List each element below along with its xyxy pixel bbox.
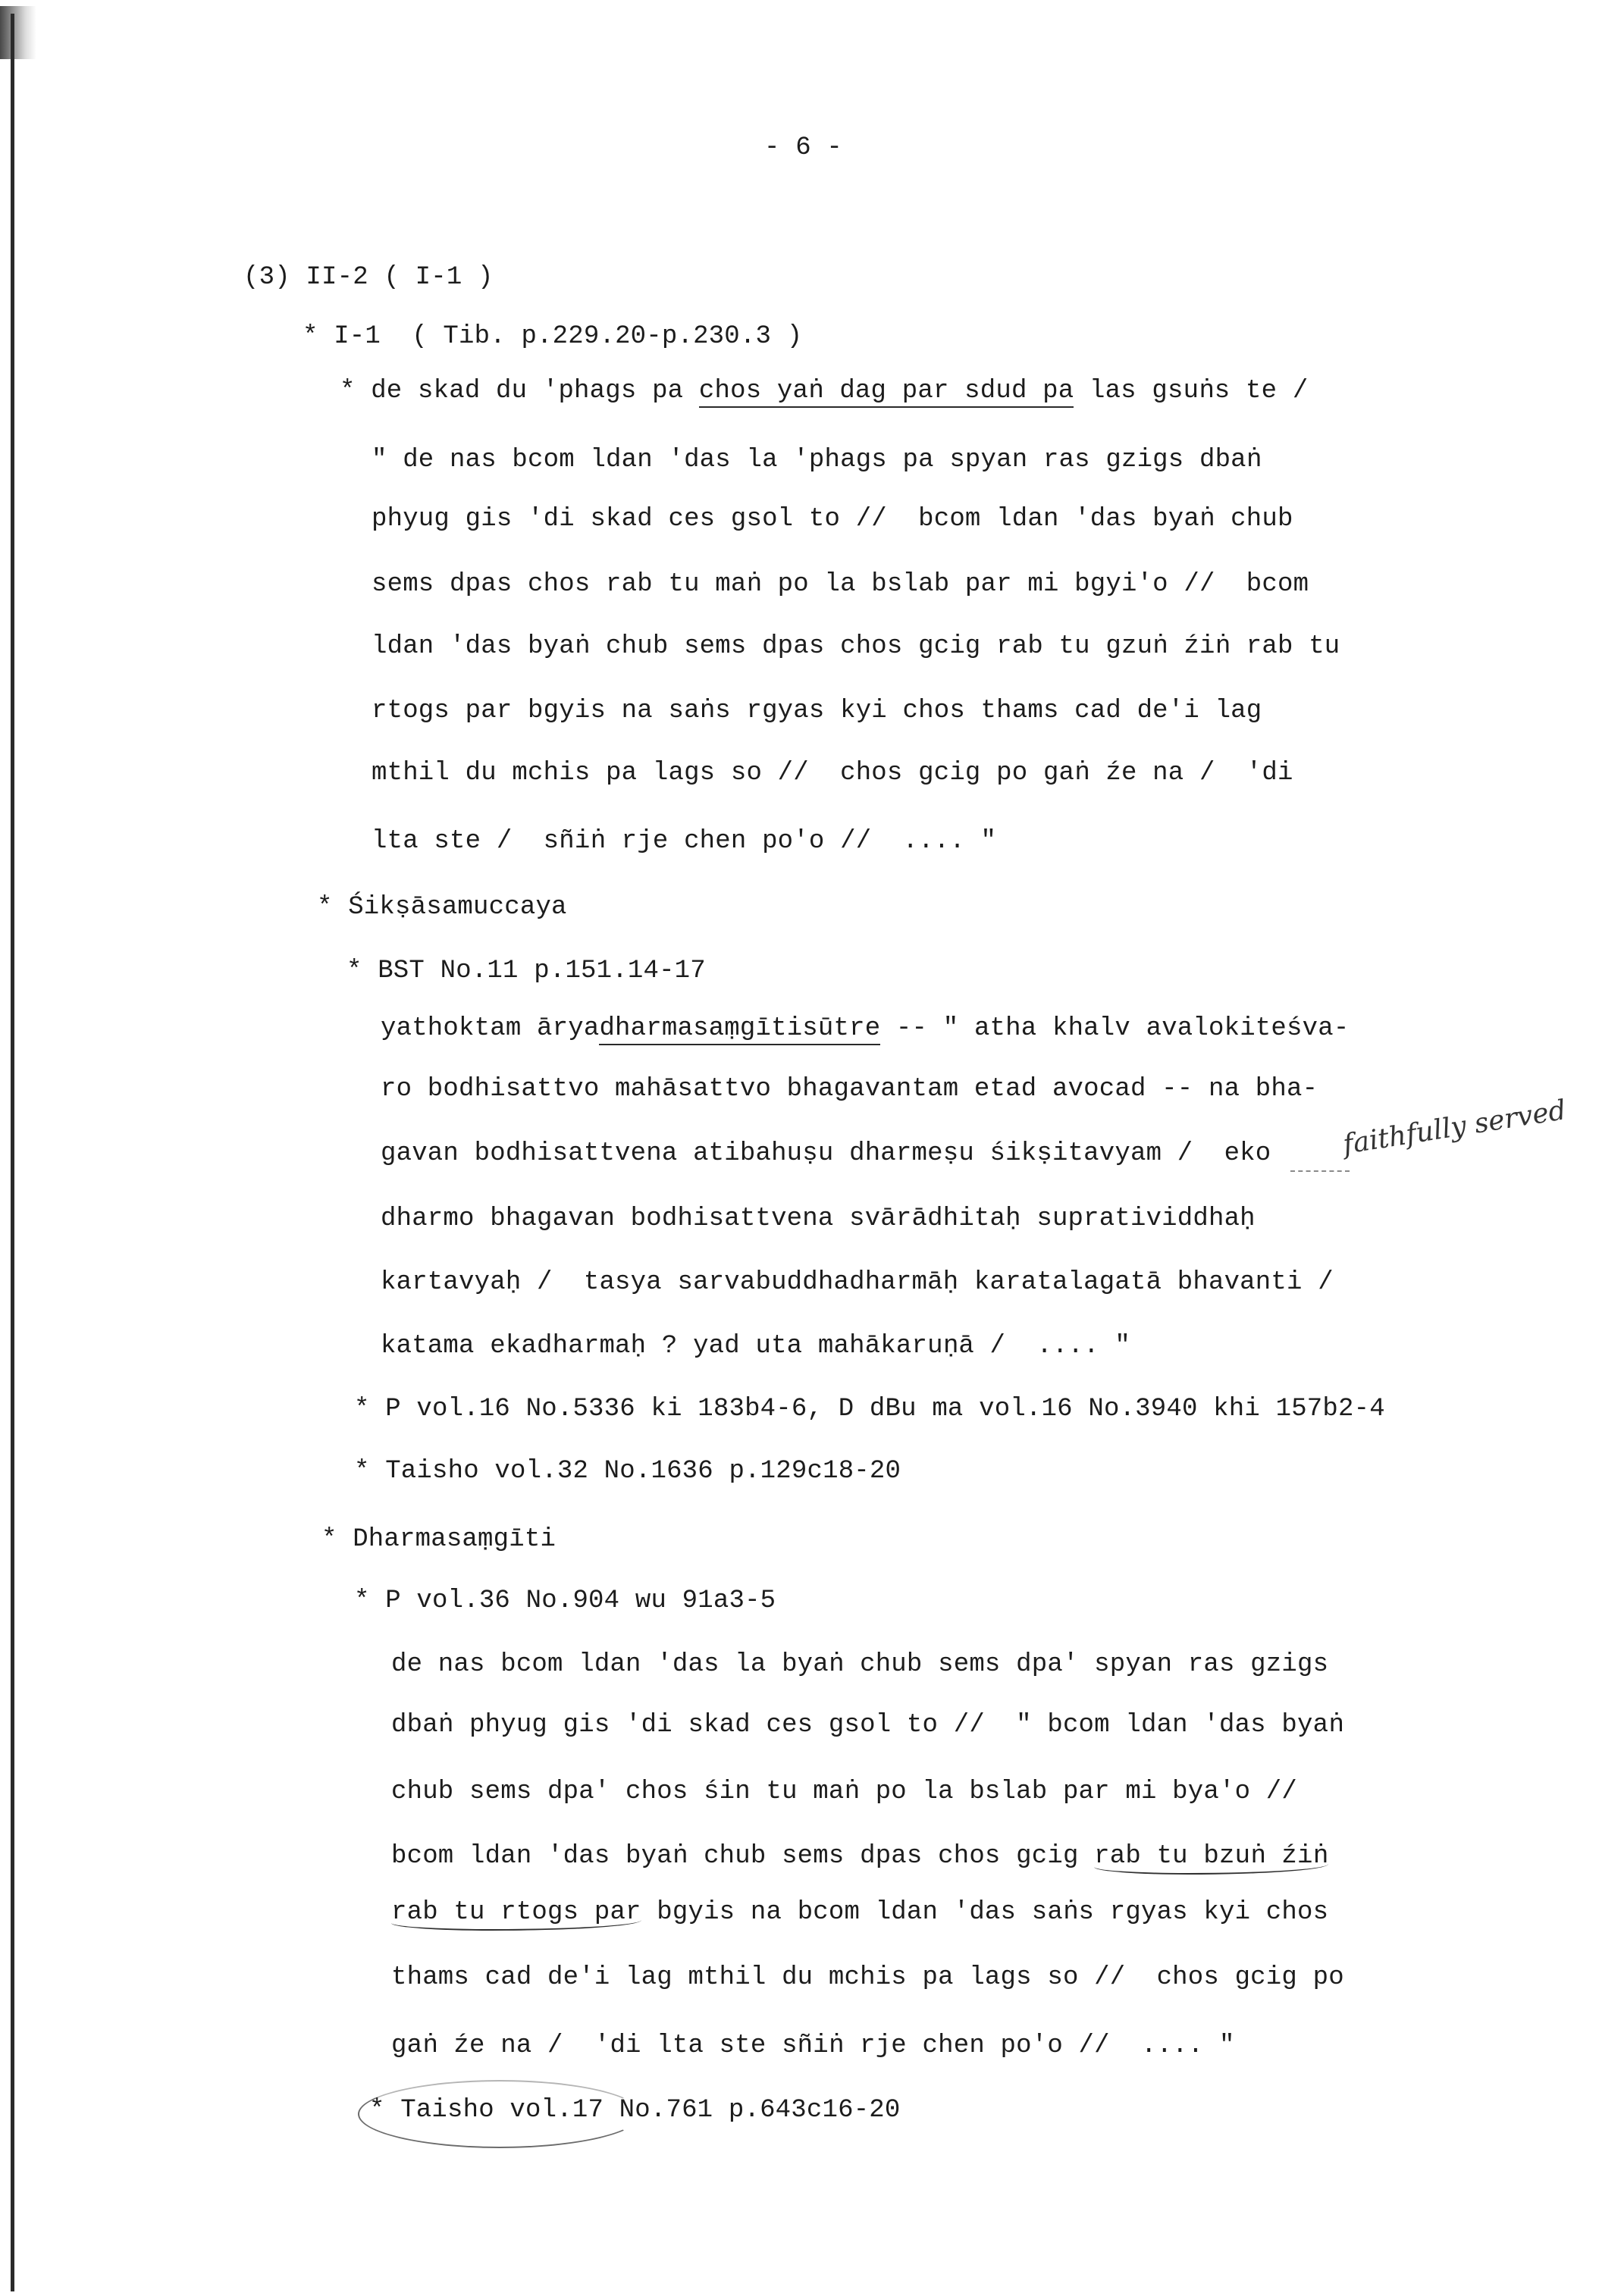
sanskrit-text-line: dharmo bhagavan bodhisattvena svārādhitaḥ supratividdhaḥ	[381, 1204, 1256, 1233]
dharmasamgiti-text-line: dbaṅ phyug gis 'di skad ces gsol to // " bcom ldan 'das byaṅ	[391, 1711, 1344, 1740]
page-number: - 6 -	[764, 133, 843, 162]
siksasamuccaya-heading: * Śikṣāsamuccaya	[317, 893, 567, 922]
siksasamuccaya-reference: * BST No.11 p.151.14-17	[346, 957, 706, 985]
handwritten-annotation: faithfully served	[1340, 1095, 1569, 1161]
annotation-connector-line	[1290, 1170, 1350, 1172]
dharmasamgiti-underlined-line	[391, 1840, 1328, 1873]
sanskrit-text-line: ro bodhisattvo mahāsattvo bhagavantam etad avocad -- na bha-	[381, 1075, 1318, 1104]
dharmasamgiti-heading: * Dharmasaṃgīti	[321, 1525, 556, 1554]
dharmasamgiti-text-line: gaṅ źe na / 'di lta ste sñiṅ rje chen po'o // .... "	[391, 2031, 1235, 2060]
binding-edge-line	[11, 14, 14, 2291]
dharmasamgiti-text-line: chub sems dpa' chos śin tu maṅ po la bslab par mi bya'o //	[391, 1778, 1297, 1806]
sanskrit-first-post: -- " atha khalv avalokiteśva-	[880, 1014, 1350, 1043]
tibetan-text-line: sems dpas chos rab tu maṅ po la bslab par mi bgyi'o // bcom	[372, 570, 1309, 599]
tibetan-reference: * I-1 ( Tib. p.229.20-p.230.3 )	[303, 322, 803, 351]
underlined-sanskrit-title: dharmasaṃgītisūtre	[599, 1014, 880, 1045]
dharmasamgiti-line-post: bgyis na bcom ldan 'das saṅs rgyas kyi chos	[641, 1898, 1329, 1927]
dharmasamgiti-line-pre: bcom ldan 'das byaṅ chub sems dpas chos gcig	[391, 1842, 1095, 1871]
tibetan-text-line: lta ste / sñiṅ rje chen po'o // .... "	[372, 827, 997, 856]
binding-smudge	[0, 6, 36, 59]
sanskrit-first-pre: yathoktam ārya	[381, 1014, 600, 1043]
dharmasamgiti-text-line: thams cad de'i lag mthil du mchis pa lags so // chos gcig po	[391, 1963, 1344, 1992]
tibetan-text-line: ldan 'das byaṅ chub sems dpas chos gcig rab tu gzuṅ źiṅ rab tu	[372, 632, 1340, 661]
tibetan-text-line: phyug gis 'di skad ces gsol to // bcom ldan 'das byaṅ chub	[372, 505, 1293, 534]
pen-underlined-phrase: rab tu bzuṅ źiṅ	[1094, 1842, 1328, 1875]
sanskrit-text-line: kartavyaḥ / tasya sarvabuddhadharmāḥ karatalagatā bhavanti /	[381, 1268, 1334, 1297]
sanskrit-text-line: katama ekadharmaḥ ? yad uta mahākaruṇā / .... "	[381, 1332, 1130, 1361]
tibetan-text-line: " de nas bcom ldan 'das la 'phags pa spyan ras gzigs dbaṅ	[372, 446, 1262, 475]
sanskrit-text-line: gavan bodhisattvena atibahuṣu dharmeṣu śikṣitavyam / eko	[381, 1139, 1271, 1168]
tibetan-text-line: mthil du mchis pa lags so // chos gcig po gaṅ źe na / 'di	[372, 759, 1293, 788]
tibetan-intro-pre: * de skad du 'phags pa	[340, 377, 699, 406]
dharmasamgiti-continued-line	[391, 1896, 1328, 1929]
tibetan-intro-post: las gsuṅs te /	[1074, 377, 1309, 406]
section-heading: (3) II-2 ( I-1 )	[243, 263, 494, 292]
tibetan-intro-line	[340, 374, 1308, 408]
underlined-sutra-title: chos yaṅ dag par sdud pa	[699, 377, 1074, 408]
peking-derge-reference: * P vol.16 No.5336 ki 183b4-6, D dBu ma vol.16 No.3940 khi 157b2-4	[354, 1395, 1385, 1424]
taisho-reference: * Taisho vol.32 No.1636 p.129c18-20	[354, 1457, 901, 1486]
tibetan-text-line: rtogs par bgyis na saṅs rgyas kyi chos thams cad de'i lag	[372, 697, 1262, 725]
sanskrit-first-line	[381, 1012, 1349, 1045]
dharmasamgiti-text-line: de nas bcom ldan 'das la byaṅ chub sems dpa' spyan ras gzigs	[391, 1650, 1329, 1679]
dharmasamgiti-reference: * P vol.36 No.904 wu 91a3-5	[354, 1587, 776, 1615]
pen-underlined-phrase: rab tu rtogs par	[391, 1898, 641, 1931]
taisho-final-reference: * Taisho vol.17 No.761 p.643c16-20	[369, 2096, 901, 2125]
